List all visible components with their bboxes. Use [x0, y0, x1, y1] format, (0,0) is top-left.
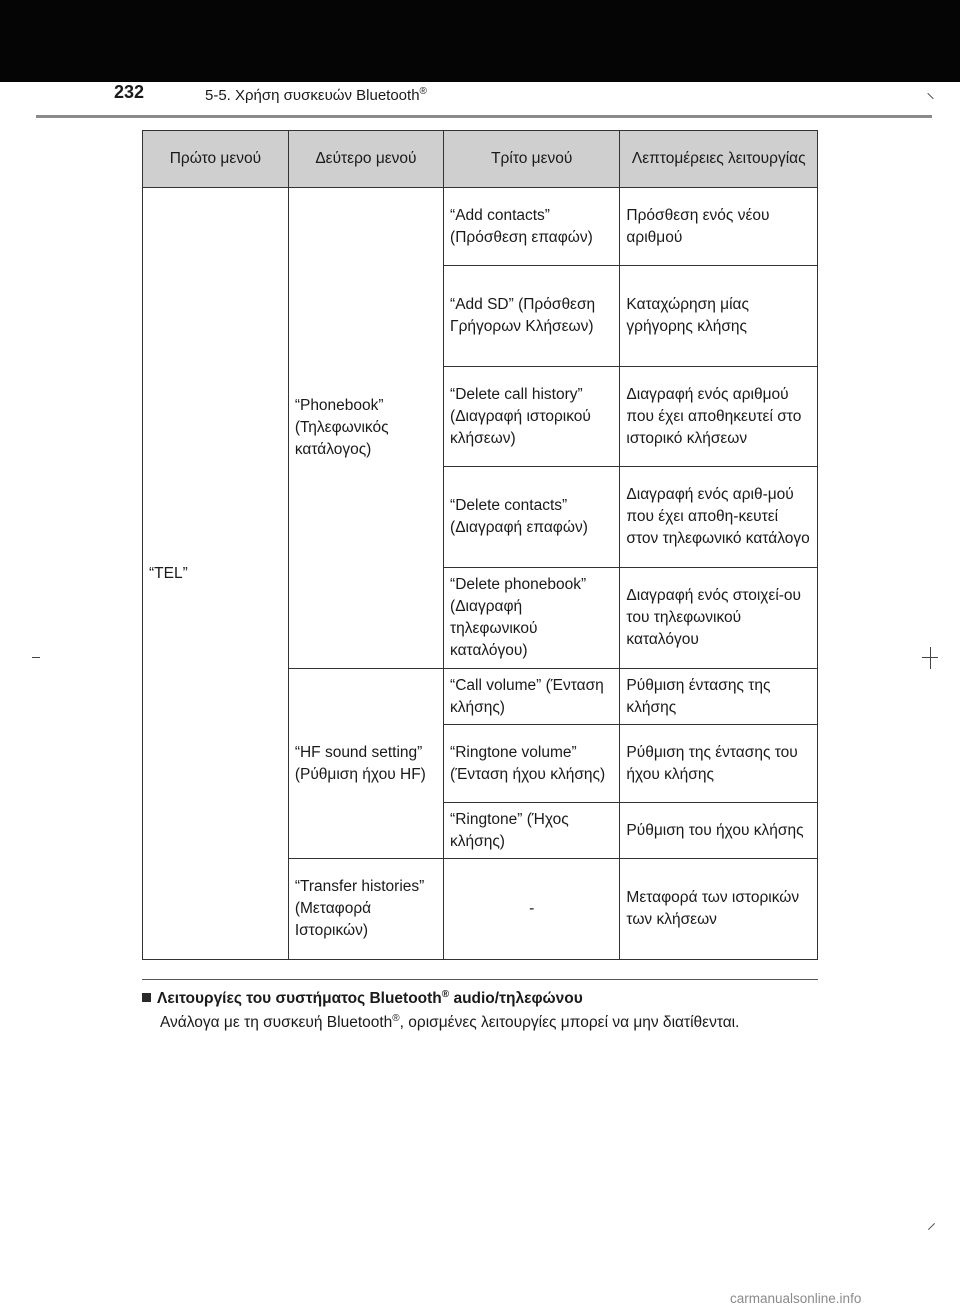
section-heading-text: Λειτουργίες του συστήματος Bluetooth: [157, 990, 442, 1007]
crop-mark: [930, 647, 931, 669]
section-body: [142, 1012, 842, 1034]
crop-mark: [928, 1223, 935, 1230]
header-rule: [36, 115, 932, 118]
details-cell: Ρύθμιση του ήχου κλήσης: [620, 803, 818, 859]
square-bullet-icon: [142, 993, 151, 1002]
third-menu-cell: “Delete call history” (Διαγραφή ιστορικού κλήσεων): [444, 367, 620, 467]
top-black-bar: [0, 0, 960, 82]
table-header-row: [143, 131, 818, 188]
third-menu-cell: “Add contacts” (Πρόσθεση επαφών): [444, 188, 620, 266]
section-body-text: Ανάλογα με τη συσκευή Bluetooth: [160, 1014, 393, 1031]
section-header: [205, 87, 427, 104]
menu-table: [142, 130, 818, 960]
page-number: 232: [114, 82, 145, 102]
section-heading: [142, 988, 842, 1010]
registered-mark: ®: [441, 988, 450, 1000]
third-menu-cell: “Delete contacts” (Διαγραφή επαφών): [444, 467, 620, 568]
section-heading-text: audio/τηλεφώνου: [449, 990, 583, 1007]
third-menu-cell: “Ringtone volume” (Ένταση ήχου κλήσης): [444, 725, 620, 803]
info-section: [142, 988, 842, 1034]
third-menu-cell: “Call volume” (Ένταση κλήσης): [444, 669, 620, 725]
details-cell: Διαγραφή ενός αριθμού που έχει αποθηκευτεί στο ιστορικό κλήσεων: [620, 367, 818, 467]
crop-mark: [32, 657, 40, 658]
third-menu-cell: “Ringtone” (Ήχος κλήσης): [444, 803, 620, 859]
crop-mark: [927, 93, 933, 99]
section-divider: [142, 979, 818, 980]
column-header: Δεύτερο μενού: [288, 131, 443, 188]
watermark: carmanualsonline.info: [730, 1291, 862, 1306]
details-cell: Πρόσθεση ενός νέου αριθμού: [620, 188, 818, 266]
second-menu-cell: “Phonebook” (Τηλεφωνικός κατάλογος): [288, 188, 443, 669]
column-header: Τρίτο μενού: [444, 131, 620, 188]
table-row: [143, 188, 818, 266]
registered-mark: ®: [392, 1012, 400, 1024]
column-header: Λεπτομέρειες λειτουργίας: [620, 131, 818, 188]
first-menu-cell: “TEL”: [143, 188, 289, 960]
third-menu-cell: “Delete phonebook” (Διαγραφή τηλεφωνικού καταλόγου): [444, 568, 620, 669]
third-menu-cell: “Add SD” (Πρόσθεση Γρήγορων Κλήσεων): [444, 266, 620, 367]
column-header: Πρώτο μενού: [143, 131, 289, 188]
details-cell: Διαγραφή ενός αριθ-μού που έχει αποθη-κευτεί στον τηλεφωνικό κατάλογο: [620, 467, 818, 568]
second-menu-cell: “HF sound setting” (Ρύθμιση ήχου HF): [288, 669, 443, 859]
registered-mark: ®: [419, 86, 427, 97]
details-cell: Μεταφορά των ιστορικών των κλήσεων: [620, 859, 818, 960]
third-menu-cell: -: [444, 859, 620, 960]
details-cell: Ρύθμιση έντασης της κλήσης: [620, 669, 818, 725]
crop-mark: [922, 657, 938, 658]
section-header-text: 5-5. Χρήση συσκευών Bluetooth: [205, 87, 420, 104]
section-body-text: , ορισμένες λειτουργίες μπορεί να μην διατίθενται.: [399, 1014, 740, 1031]
details-cell: Ρύθμιση της έντασης του ήχου κλήσης: [620, 725, 818, 803]
details-cell: Διαγραφή ενός στοιχεί-ου του τηλεφωνικού καταλόγου: [620, 568, 818, 669]
second-menu-cell: “Transfer histories” (Μεταφορά Ιστορικών): [288, 859, 443, 960]
details-cell: Καταχώρηση μίας γρήγορης κλήσης: [620, 266, 818, 367]
